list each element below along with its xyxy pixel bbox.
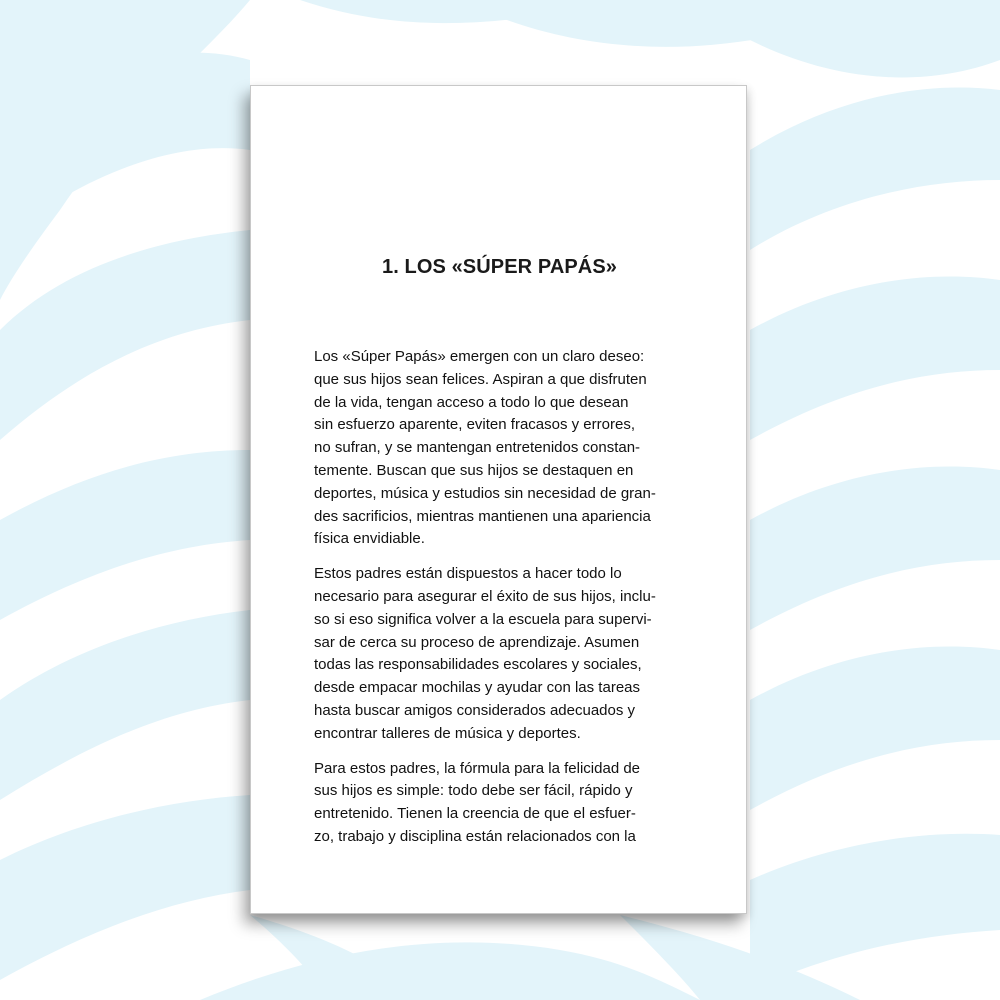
text-line: Los «Súper Papás» emergen con un claro deseo: bbox=[314, 348, 645, 365]
text-line: que sus hijos sean felices. Aspiran a que disfruten bbox=[314, 370, 647, 388]
paragraph-2 bbox=[314, 563, 694, 745]
text-line: de la vida, tengan acceso a todo lo que desean bbox=[314, 393, 629, 411]
body-text bbox=[314, 346, 694, 861]
text-line: sus hijos es simple: todo debe ser fácil, rápido y bbox=[314, 782, 633, 800]
text-line: Estos padres están dispuestos a hacer todo lo bbox=[314, 565, 622, 583]
text-line: zo, trabajo y disciplina están relacionados con la bbox=[314, 827, 636, 845]
text-line: temente. Buscan que sus hijos se destaquen en bbox=[314, 461, 634, 479]
text-line: Para estos padres, la fórmula para la felicidad de bbox=[314, 759, 641, 777]
text-line: sar de cerca su proceso de aprendizaje. Asumen bbox=[314, 633, 640, 651]
text-line: todas las responsabilidades escolares y sociales, bbox=[314, 656, 642, 674]
text-line: necesario para asegurar el éxito de sus hijos, inclu- bbox=[314, 587, 656, 605]
text-line: sin esfuerzo aparente, eviten fracasos y errores, bbox=[314, 416, 635, 434]
chapter-title: 1. LOS «SÚPER PAPÁS» bbox=[381, 256, 618, 278]
text-line: no sufran, y se mantengan entretenidos constan- bbox=[314, 439, 641, 457]
book-page bbox=[250, 85, 747, 914]
paragraph-1 bbox=[314, 346, 694, 551]
text-line: des sacrificios, mientras mantienen una apariencia bbox=[314, 507, 651, 525]
text-line: deportes, música y estudios sin necesidad de gran- bbox=[314, 484, 656, 502]
text-line: física envidiable. bbox=[314, 530, 425, 548]
text-line: hasta buscar amigos considerados adecuados y bbox=[314, 701, 636, 719]
text-line: desde empacar mochilas y ayudar con las tareas bbox=[314, 679, 641, 697]
text-line: so si eso significa volver a la escuela para supervi- bbox=[314, 610, 652, 628]
paragraph-3 bbox=[314, 758, 694, 849]
text-line: encontrar talleres de música y deportes. bbox=[314, 724, 581, 742]
text-line: entretenido. Tienen la creencia de que el esfuer- bbox=[314, 805, 636, 823]
